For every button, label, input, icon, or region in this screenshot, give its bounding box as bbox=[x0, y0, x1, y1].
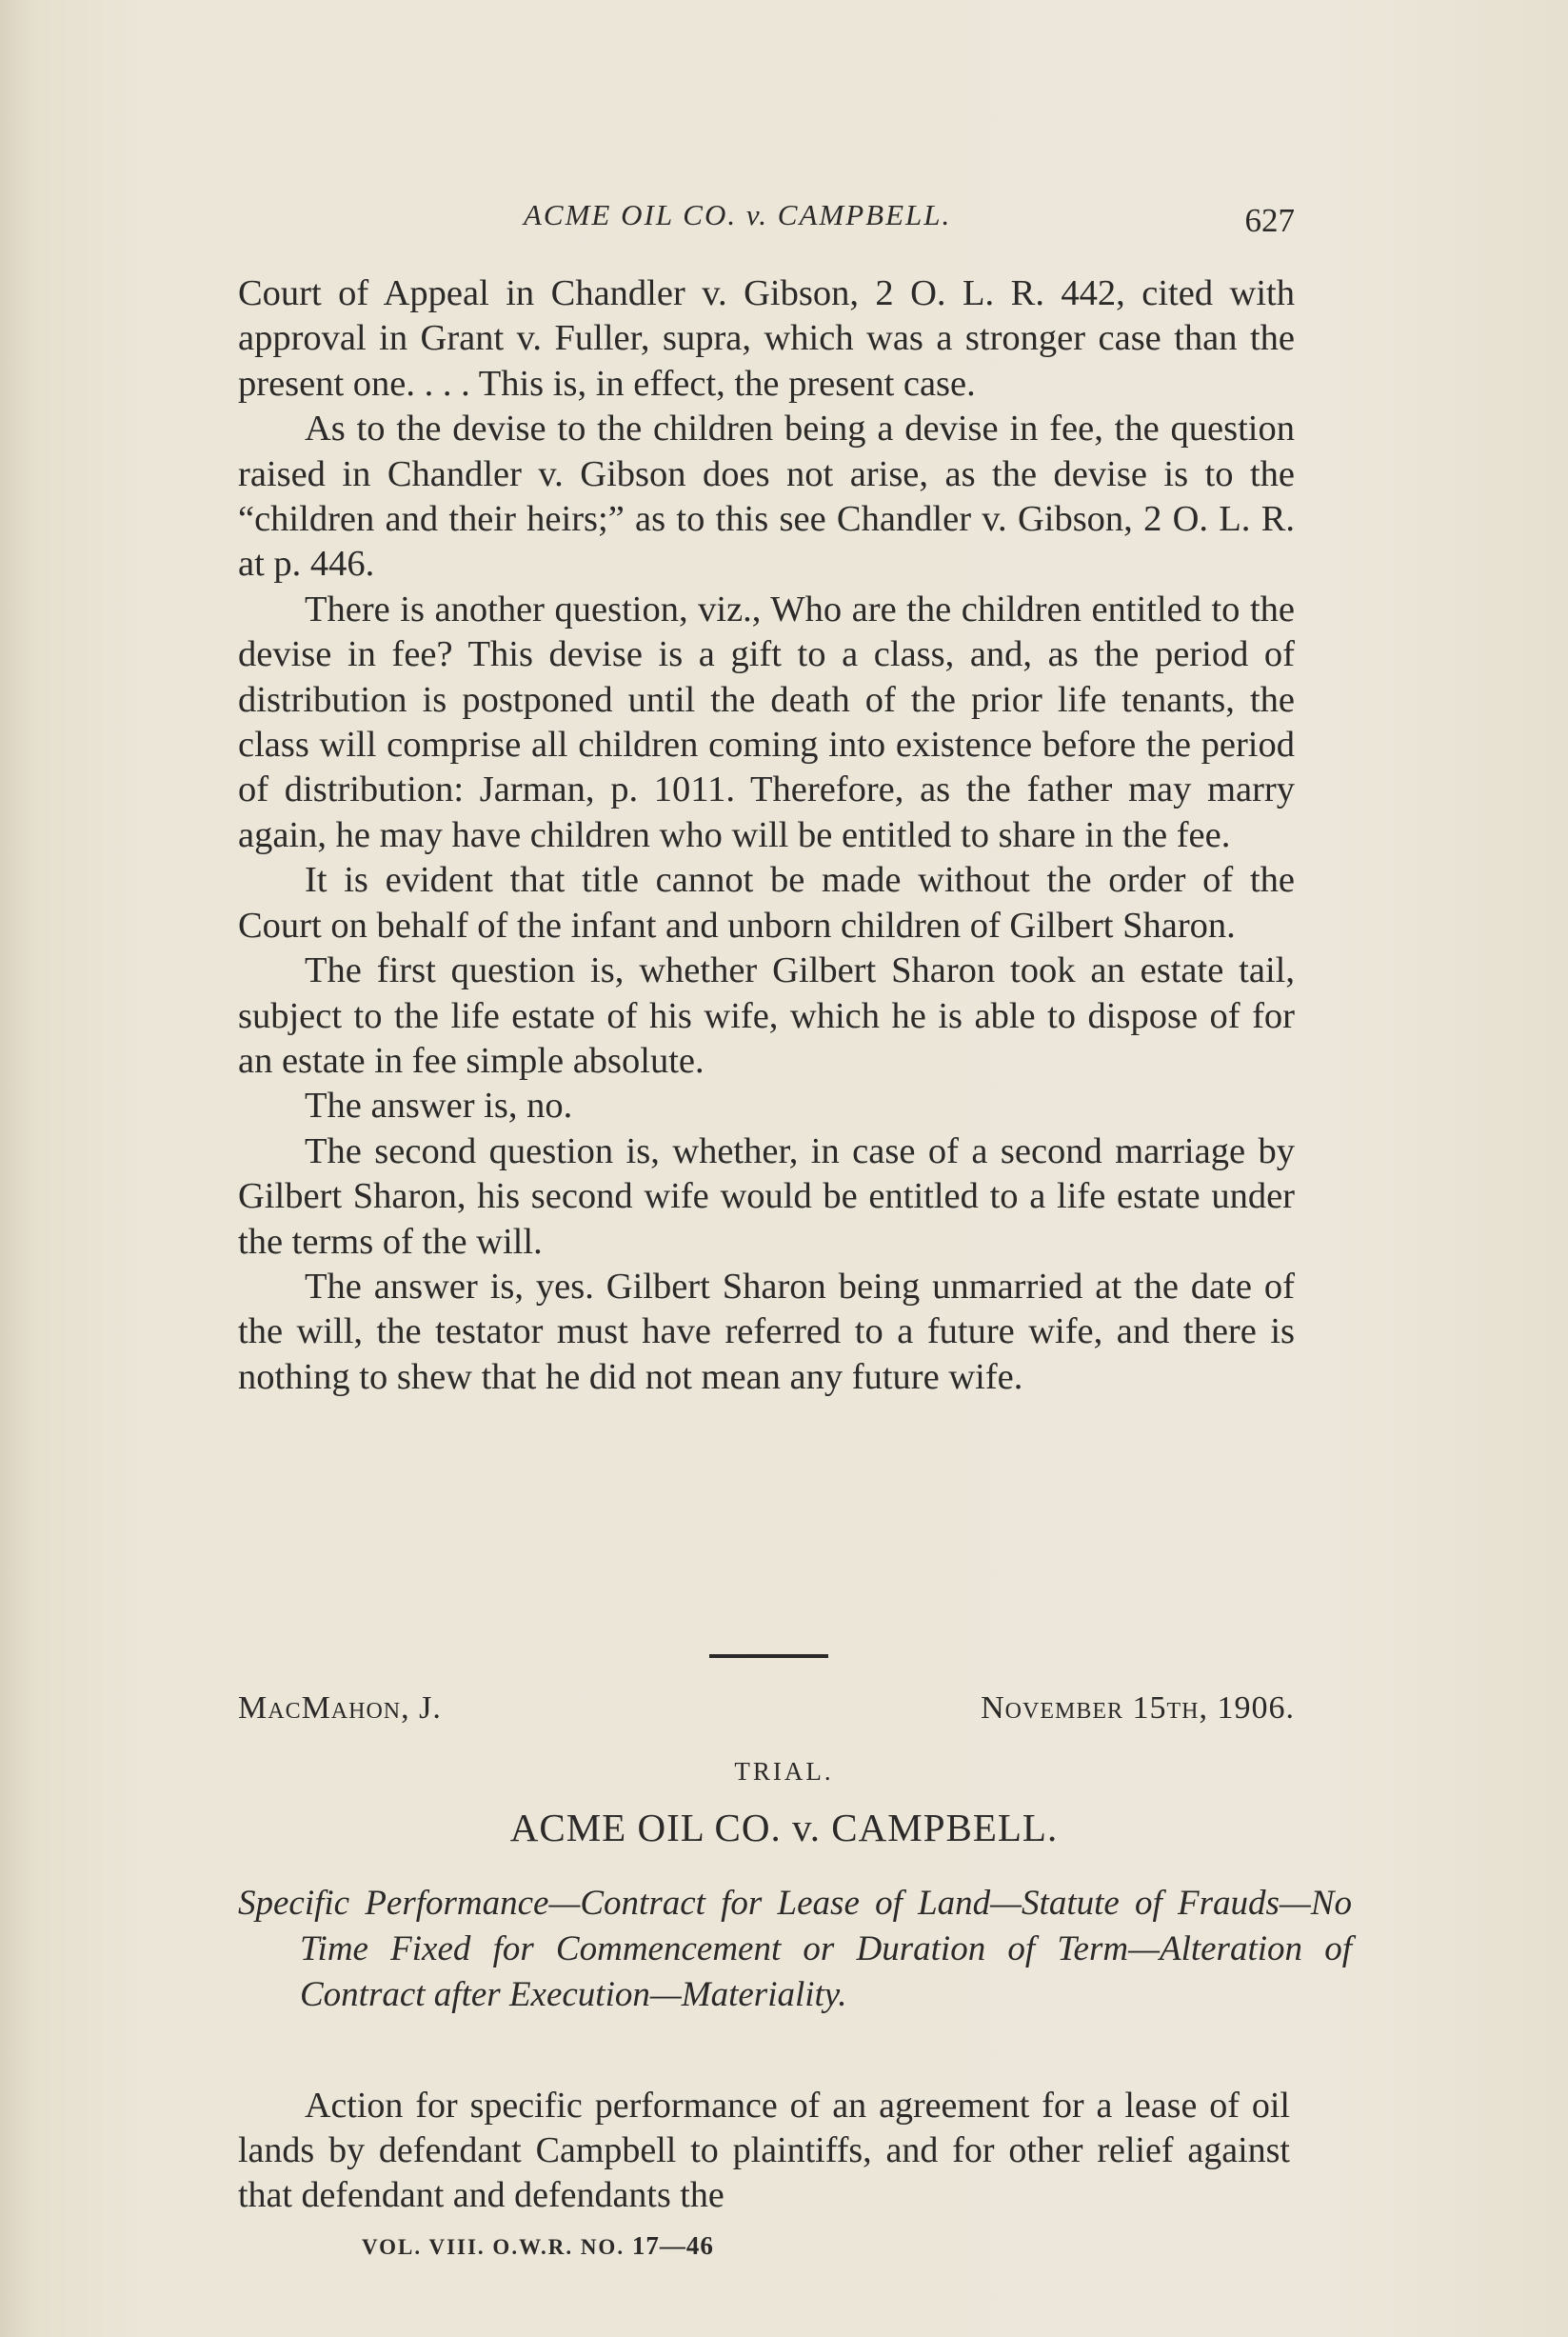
judgment-line bbox=[238, 1690, 1295, 1738]
page-number: 627 bbox=[1244, 202, 1295, 239]
case-title: ACME OIL CO. v. CAMPBELL. bbox=[509, 1806, 1059, 1849]
case-type: TRIAL. bbox=[734, 1757, 834, 1786]
paragraph: The second question is, whether, in case of a second marriage by Gilbert Sharon, his second wife would be entitled to a life estate under the terms of the will. bbox=[238, 1130, 1295, 1262]
running-head: ACME OIL CO. v. CAMPBELL. bbox=[524, 198, 952, 231]
judge-name: MacMahon, J. bbox=[238, 1690, 442, 1726]
paragraph: It is evident that title cannot be made without the order of the Court on behalf of the infant and unborn children of Gilbert Sharon. bbox=[238, 860, 1295, 946]
body-text bbox=[238, 271, 1295, 1400]
paragraph: There is another question, viz., Who are the children entitled to the devise in fee? This devise is a gift to a class, and, as the period of distribution is postponed until the death of the prior life tenants, the class will comprise all children coming into existence before the period of distribution: Jarman, p. 1011. Therefore, as the father may marry again, he may have children who will be entitled to share in the fee. bbox=[238, 589, 1295, 855]
paragraph: The answer is, no. bbox=[305, 1086, 573, 1127]
page-footer bbox=[362, 2231, 714, 2261]
footer-number: 17—46 bbox=[631, 2231, 714, 2260]
judgment-date: November 15th, 1906. bbox=[981, 1690, 1295, 1726]
paragraph: Court of Appeal in Chandler v. Gibson, 2 O. L. R. 442, cited with approval in Grant v. Fuller, supra, which was a stronger case than the present one. . . . This is, in effect, the present case. bbox=[238, 273, 1295, 404]
section-divider bbox=[709, 1654, 828, 1658]
paragraph: The first question is, whether Gilbert Sharon took an estate tail, subject to the life estate of his wife, which he is able to dispose of for an estate in fee simple absolute. bbox=[238, 950, 1295, 1081]
headnote: Specific Performance—Contract for Lease of Land—Statute of Frauds—No Time Fixed for Commencement or Duration of Term—Alteration of Contract after Execution—Materiality. bbox=[238, 1884, 1352, 2014]
paragraph: The answer is, yes. Gilbert Sharon being unmarried at the date of the will, the testator must have referred to a future wife, and there is nothing to shew that he did not mean any future wife. bbox=[238, 1266, 1295, 1397]
paragraph: As to the devise to the children being a devise in fee, the question raised in Chandler v. Gibson does not arise, as the devise is to the “children and their heirs;” as to this see Chandler v. Gibson, 2 O. L. R. at p. 446. bbox=[238, 409, 1295, 585]
case-summary: Action for specific performance of an agreement for a lease of oil lands by defendant Campbell to plaintiffs, and for other relief against that defendant and defendants the bbox=[238, 2086, 1290, 2215]
footer-volume: VOL. VIII. O.W.R. NO. bbox=[362, 2235, 625, 2259]
page-header bbox=[238, 190, 1295, 248]
